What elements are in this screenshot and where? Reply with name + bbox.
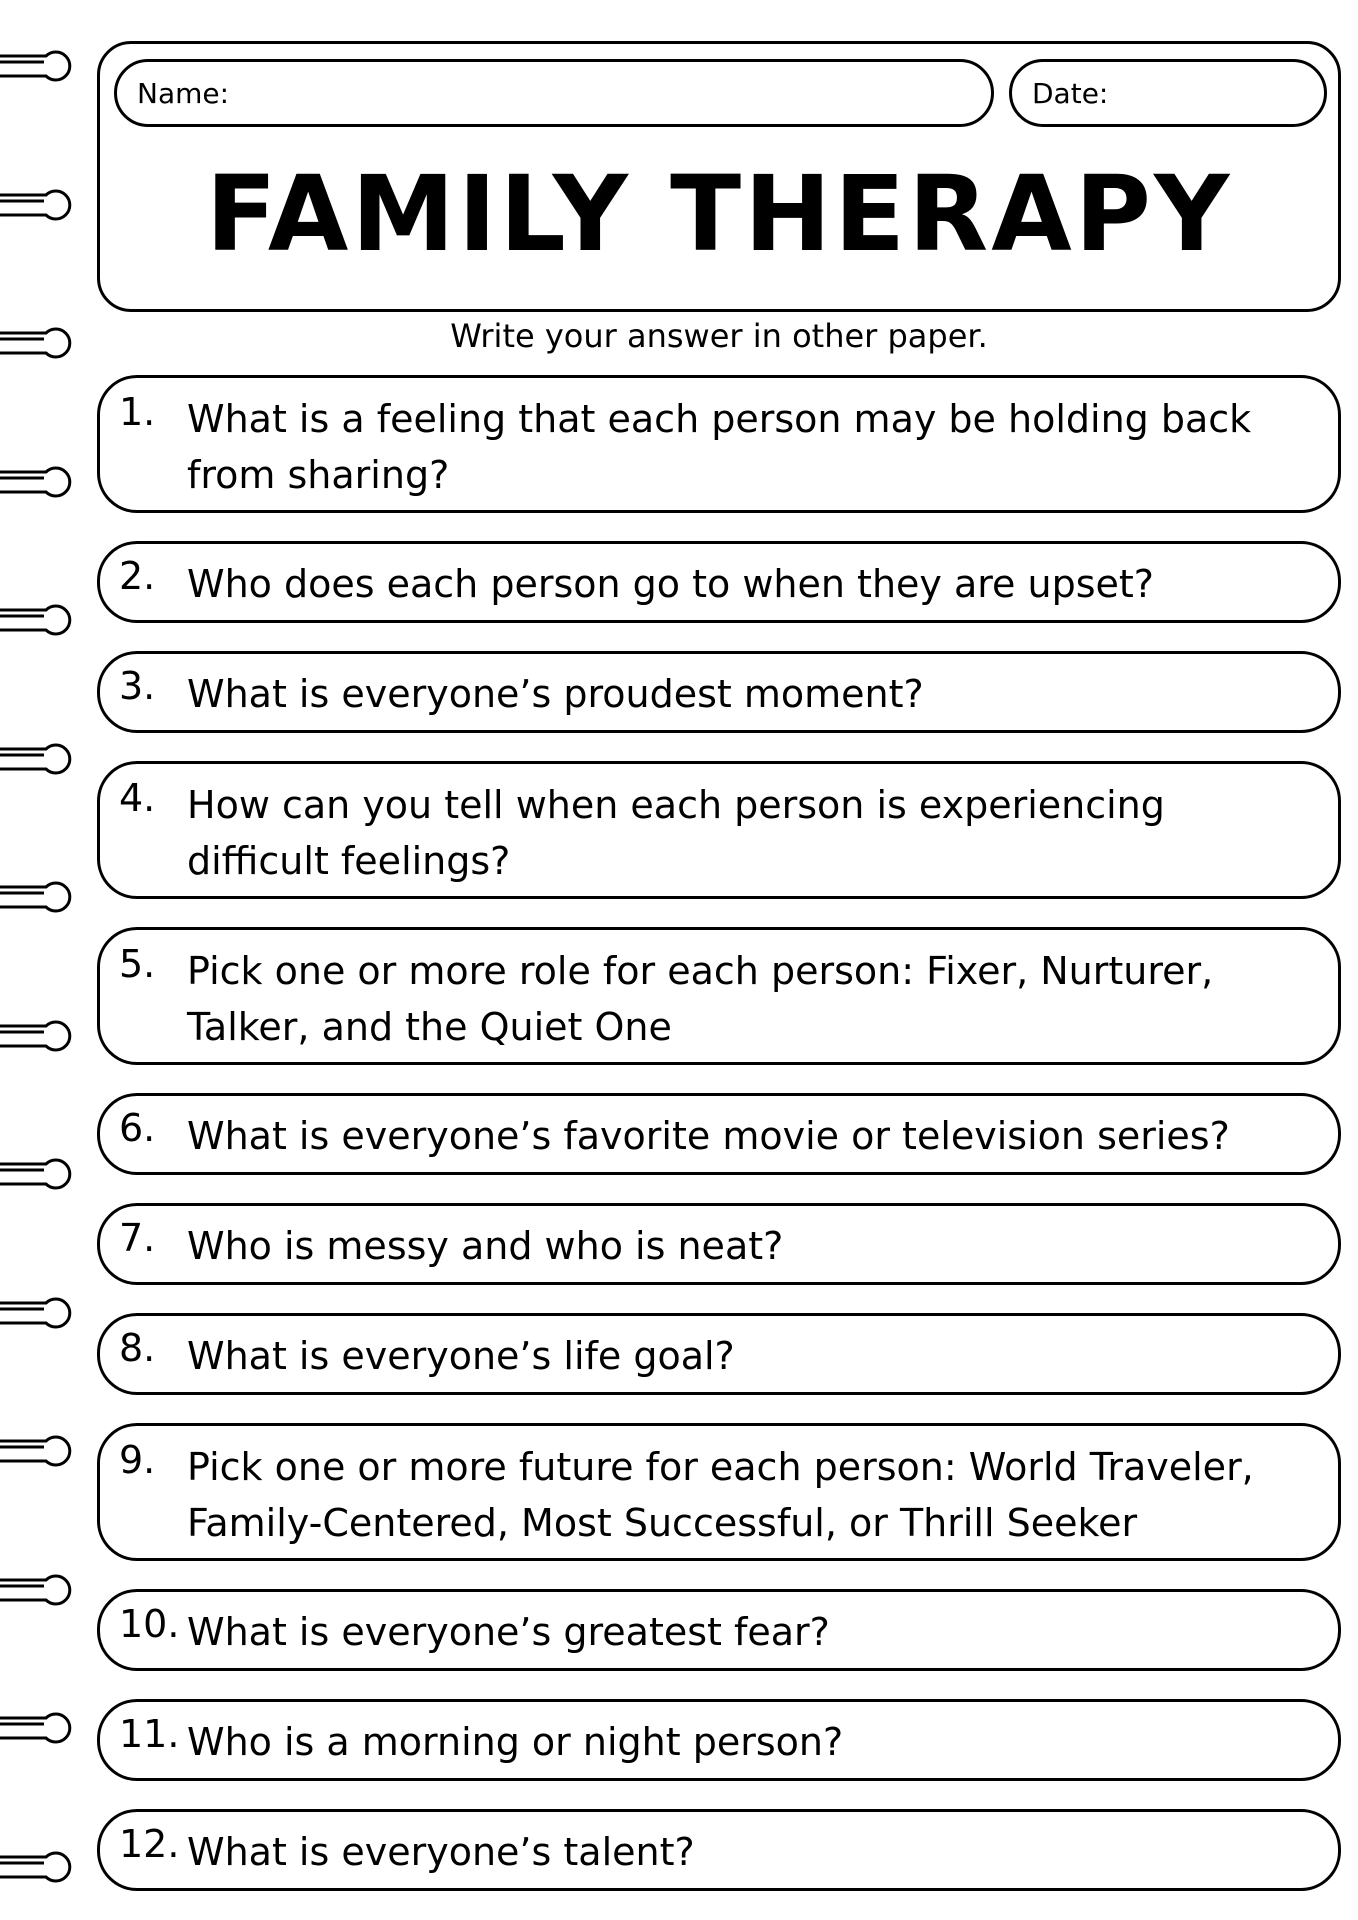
name-field[interactable] bbox=[114, 59, 994, 127]
question-text: What is everyone’s life goal? bbox=[187, 1334, 735, 1378]
question-text: Who is messy and who is neat? bbox=[187, 1224, 784, 1268]
spiral-ring-icon bbox=[0, 1566, 72, 1606]
page-title: FAMILY THERAPY bbox=[205, 153, 1233, 275]
question-box-3 bbox=[97, 651, 1341, 733]
instruction-text: Write your answer in other paper. bbox=[450, 317, 988, 355]
question-number: 7. bbox=[119, 1216, 156, 1260]
spiral-ring-icon bbox=[0, 181, 72, 221]
question-number: 6. bbox=[119, 1106, 156, 1150]
question-number: 9. bbox=[119, 1438, 156, 1482]
spiral-ring-icon bbox=[0, 735, 72, 775]
question-text: Who does each person go to when they are upset? bbox=[187, 562, 1154, 606]
spiral-ring-icon bbox=[0, 319, 72, 359]
question-box-2 bbox=[97, 541, 1341, 623]
question-box-8 bbox=[97, 1313, 1341, 1395]
question-number: 1. bbox=[119, 390, 156, 434]
question-text: Pick one or more future for each person: World Traveler, Family-Centered, Most Successful, or Thrill Seeker bbox=[187, 1445, 1254, 1545]
question-box-5 bbox=[97, 927, 1341, 1065]
spiral-ring-icon bbox=[0, 596, 72, 636]
question-box-10 bbox=[97, 1589, 1341, 1671]
question-number: 11. bbox=[119, 1712, 180, 1756]
spiral-ring-icon bbox=[0, 458, 72, 498]
spiral-ring-icon bbox=[0, 1843, 72, 1883]
question-box-1 bbox=[97, 375, 1341, 513]
question-box-6 bbox=[97, 1093, 1341, 1175]
question-text: How can you tell when each person is experiencing difficult feelings? bbox=[187, 783, 1165, 883]
question-number: 2. bbox=[119, 554, 156, 598]
question-text: Pick one or more role for each person: Fixer, Nurturer, Talker, and the Quiet One bbox=[187, 949, 1214, 1049]
question-box-11 bbox=[97, 1699, 1341, 1781]
question-box-12 bbox=[97, 1809, 1341, 1891]
date-label: Date: bbox=[1032, 76, 1109, 110]
question-box-7 bbox=[97, 1203, 1341, 1285]
name-label: Name: bbox=[137, 76, 230, 110]
question-text: What is a feeling that each person may be holding back from sharing? bbox=[187, 397, 1252, 497]
spiral-ring-icon bbox=[0, 1012, 72, 1052]
spiral-ring-icon bbox=[0, 1427, 72, 1467]
spiral-ring-icon bbox=[0, 1704, 72, 1744]
question-number: 5. bbox=[119, 942, 156, 986]
question-number: 10. bbox=[119, 1602, 180, 1646]
spiral-ring-icon bbox=[0, 1150, 72, 1190]
question-text: What is everyone’s greatest fear? bbox=[187, 1610, 830, 1654]
question-text: What is everyone’s favorite movie or television series? bbox=[187, 1114, 1230, 1158]
spiral-ring-icon bbox=[0, 1289, 72, 1329]
question-number: 12. bbox=[119, 1822, 180, 1866]
header-box bbox=[97, 41, 1341, 312]
question-number: 4. bbox=[119, 776, 156, 820]
question-text: What is everyone’s proudest moment? bbox=[187, 672, 924, 716]
question-number: 8. bbox=[119, 1326, 156, 1370]
question-text: What is everyone’s talent? bbox=[187, 1830, 695, 1874]
question-number: 3. bbox=[119, 664, 156, 708]
question-box-4 bbox=[97, 761, 1341, 899]
question-box-9 bbox=[97, 1423, 1341, 1561]
spiral-ring-icon bbox=[0, 42, 72, 82]
date-field[interactable] bbox=[1009, 59, 1327, 127]
question-text: Who is a morning or night person? bbox=[187, 1720, 844, 1764]
spiral-ring-icon bbox=[0, 873, 72, 913]
